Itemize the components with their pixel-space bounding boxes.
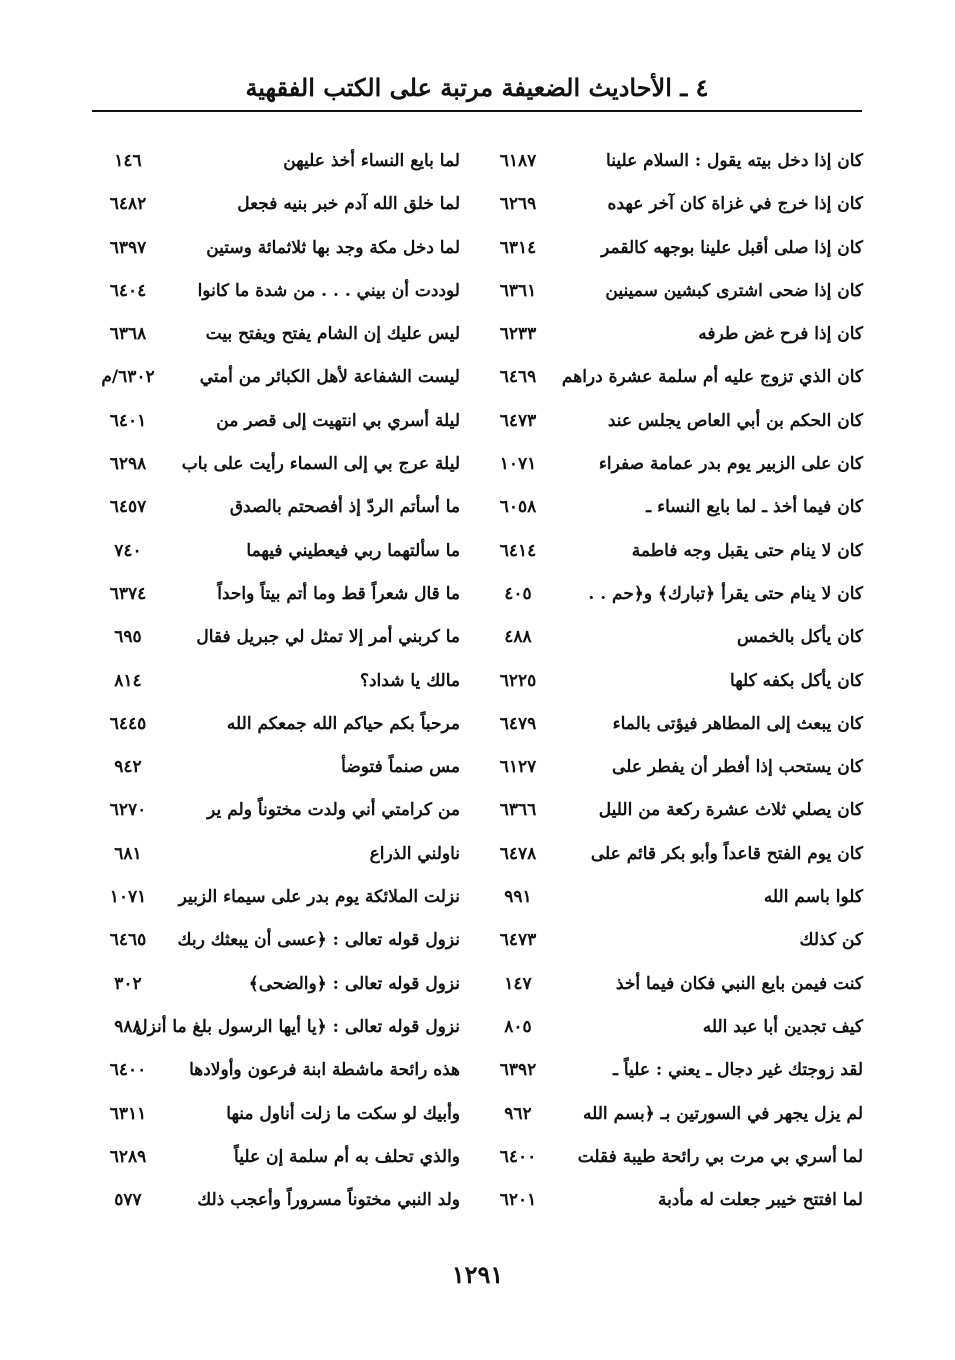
hadith-number: ٦٣٠٢/م [101,367,155,388]
index-entry [88,1006,460,1049]
hadith-text: كان يبعث إلى المطاهر فيؤتى بالماء [612,713,863,734]
hadith-number: ٤٨٨ [504,627,532,648]
hadith-text: كان إذا خرج في غزاة كان آخر عهده [607,194,863,215]
index-entry [88,833,460,876]
index-entry [478,443,863,486]
index-entry [88,616,460,659]
hadith-text: ما أسأتم الردّ إذ أفصحتم بالصدق [229,497,460,518]
hadith-number: ٩٤٢ [114,757,142,778]
hadith-text: كان إذا فرح غض طرفه [698,324,863,345]
hadith-text: كان إذا صلى أقبل علينا بوجهه كالقمر [601,237,863,258]
page-header [92,66,862,112]
hadith-text: كن كذلك [799,930,863,951]
index-entry [88,486,460,529]
hadith-number: ٦٤٧٨ [499,843,537,864]
hadith-text: ليست الشفاعة لأهل الكبائر من أمتي [199,367,460,388]
index-entry [478,1049,863,1092]
hadith-number: ٦٣٦١ [499,280,537,301]
hadith-text: ليلة أسري بي انتهيت إلى قصر من [216,410,460,431]
hadith-number: ٩٨٨ [114,1016,142,1037]
hadith-text: كنت فيمن بايع النبي فكان فيما أخذ [615,973,863,994]
index-entry [478,1136,863,1179]
index-entry [88,400,460,443]
hadith-text: هذه رائحة ماشطة ابنة فرعون وأولادها [189,1060,460,1081]
hadith-text: ما كربني أمر إلا تمثل لي جبريل فقال [196,627,460,648]
hadith-text: نزول قوله تعالى : ﴿عسى أن يبعثك ربك [177,930,460,951]
hadith-number: ٦٢٠١ [499,1190,537,1211]
hadith-text: مس صنماً فتوضأ [341,757,460,778]
index-entry [478,400,863,443]
index-entry [478,356,863,399]
hadith-number: ٦٢٩٨ [109,454,147,475]
hadith-number: ٧٤٠ [114,540,142,561]
index-entry [478,876,863,919]
index-entry [478,573,863,616]
hadith-text: لقد زوجتك غير دجال ـ يعني : علياً ـ [613,1060,863,1081]
hadith-number: ٦٢٧٠ [109,800,147,821]
hadith-text: نزلت الملائكة يوم بدر على سيماء الزبير [178,887,460,908]
index-entry [88,919,460,962]
index-entry [88,270,460,313]
hadith-number: ٦٣٩٧ [109,237,147,258]
hadith-number: ١٠٧١ [109,887,147,908]
index-entry [88,963,460,1006]
hadith-number: ٦٤٧٩ [499,713,537,734]
index-entry [478,919,863,962]
index-entry [88,573,460,616]
index-entry [88,183,460,226]
index-entry [478,789,863,832]
hadith-number: ٦٤٧٣ [499,930,537,951]
hadith-number: ٦٤٤٥ [109,713,147,734]
hadith-text: كلوا باسم الله [763,887,863,908]
hadith-number: ٦٣١٤ [499,237,537,258]
index-entry [88,1049,460,1092]
index-entry [88,746,460,789]
hadith-text: من كرامتي أني ولدت مختوناً ولم ير [207,800,460,821]
hadith-text: كان لا ينام حتى يقرأ ﴿تبارك﴾ و﴿حم . . [588,583,863,604]
hadith-number: ٦٢٨٩ [109,1146,147,1167]
hadith-text: لم يزل يجهر في السورتين بـ ﴿بسم الله [583,1103,863,1124]
index-entry [88,660,460,703]
hadith-number: ٦٤٨٢ [109,194,147,215]
hadith-number: ٥٧٧ [114,1190,142,1211]
hadith-number: ٦٤٠٠ [499,1146,537,1167]
index-entry [478,703,863,746]
hadith-text: كان فيما أخذ ـ لما بايع النساء ـ [646,497,863,518]
hadith-number: ١٤٧ [504,973,532,994]
index-entry [478,833,863,876]
index-entry [88,530,460,573]
hadith-text: كان يستحب إذا أفطر أن يفطر على [612,757,863,778]
hadith-text: مالك يا شداد؟ [359,670,460,691]
index-entry [478,313,863,356]
hadith-number: ٦٨١ [114,843,142,864]
left-column [88,140,460,1222]
hadith-text: كان يصلي ثلاث عشرة ركعة من الليل [598,800,863,821]
hadith-text: لما دخل مكة وجد بها ثلاثمائة وستين [206,237,460,258]
hadith-number: ٨١٤ [114,670,142,691]
index-entry [88,1093,460,1136]
hadith-number: ١٠٧١ [499,454,537,475]
hadith-number: ٦٢٢٥ [499,670,537,691]
index-entry [88,313,460,356]
index-entry [478,183,863,226]
hadith-text: كان على الزبير يوم بدر عمامة صفراء [598,454,863,475]
hadith-number: ٦٢٣٣ [499,324,537,345]
hadith-text: نزول قوله تعالى : ﴿والضحى﴾ [248,973,460,994]
hadith-text: ناولني الذراع [369,843,460,864]
index-entry [88,1179,460,1222]
index-entry [88,356,460,399]
index-entry [88,876,460,919]
hadith-text: كان الذي تزوج عليه أم سلمة عشرة دراهم [561,367,863,388]
header-title: ٤ ـ الأحاديث الضعيفة مرتبة على الكتب الفقهية [245,73,709,102]
hadith-text: كان إذا دخل بيته يقول : السلام علينا [606,151,863,171]
hadith-number: ٦١٢٧ [499,757,537,778]
hadith-text: كان لا ينام حتى يقبل وجه فاطمة [631,540,863,561]
hadith-text: لما أسري بي مرت بي رائحة طيبة فقلت [577,1146,863,1167]
hadith-number: ٦٩٥ [114,627,142,648]
hadith-text: ما سألتهما ربي فيعطيني فيهما [246,540,460,561]
hadith-number: ٦٤٠١ [109,410,147,431]
hadith-text: لما افتتح خيبر جعلت له مأدبة [657,1190,863,1211]
hadith-number: ٦٢٦٩ [499,194,537,215]
hadith-text: كان يأكل بالخمس [736,627,863,648]
index-entry [88,227,460,270]
hadith-text: نزول قوله تعالى : ﴿يا أيها الرسول بلغ ما أنزل [135,1016,460,1037]
page-number: ١٢٩١ [451,1260,504,1289]
hadith-number: ٦٤٥٧ [109,497,147,518]
index-entry [88,789,460,832]
index-entry [478,530,863,573]
hadith-text: مرحباً بكم حياكم الله جمعكم الله [226,713,460,734]
hadith-number: ٩٦٢ [504,1103,532,1124]
hadith-number: ٦٣٩٢ [499,1060,537,1081]
index-entry [478,616,863,659]
hadith-text: ما قال شعراً قط وما أتم بيتاً واحداً [217,583,460,604]
hadith-number: ٦٣٦٦ [499,800,537,821]
hadith-number: ٦٤٠٠ [109,1060,147,1081]
hadith-text: كان إذا ضحى اشترى كبشين سمينين [605,280,863,301]
index-entry [478,270,863,313]
hadith-text: كان الحكم بن أبي العاص يجلس عند [607,410,863,431]
hadith-number: ١٤٦ [114,151,142,171]
hadith-number: ٩٩١ [504,887,532,908]
hadith-text: كيف تجدين أبا عبد الله [702,1016,863,1037]
hadith-number: ٦٣٧٤ [109,583,147,604]
hadith-text: ليلة عرج بي إلى السماء رأيت على باب [181,454,460,475]
hadith-text: لما بايع النساء أخذ عليهن [283,151,460,171]
index-entry [478,1006,863,1049]
index-entry [478,227,863,270]
index-entry [88,1136,460,1179]
index-entry [88,703,460,746]
hadith-number: ٦٤٧٣ [499,410,537,431]
hadith-text: لما خلق الله آدم خبر بنيه فجعل [237,194,460,215]
hadith-number: ٦٣٦٨ [109,324,147,345]
hadith-number: ٦٤١٤ [499,540,537,561]
hadith-text: ليس عليك إن الشام يفتح ويفتح بيت [205,324,460,345]
hadith-text: والذي تحلف به أم سلمة إن علياً [234,1146,460,1167]
hadith-text: كان يوم الفتح قاعداً وأبو بكر قائم على [590,843,863,864]
hadith-number: ٨٠٥ [504,1016,532,1037]
hadith-number: ٦٤٦٥ [109,930,147,951]
hadith-number: ٦٤٦٩ [499,367,537,388]
hadith-number: ٦٠٥٨ [499,497,537,518]
hadith-text: كان يأكل بكفه كلها [730,670,863,691]
hadith-number: ٤٠٥ [504,583,532,604]
index-entry [478,140,863,183]
hadith-number: ٦٣١١ [109,1103,147,1124]
index-entry [478,1179,863,1222]
index-entry [478,1093,863,1136]
index-entry [478,746,863,789]
hadith-text: ولد النبي مختوناً مسروراً وأعجب ذلك [197,1190,460,1211]
hadith-number: ٦١٨٧ [499,151,537,171]
hadith-text: لوددت أن بيني . . . من شدة ما كانوا [197,280,460,301]
right-column [478,140,863,1222]
index-entry [478,486,863,529]
hadith-number: ٣٠٢ [114,973,142,994]
index-entry [478,660,863,703]
index-entry [88,443,460,486]
index-entry [88,140,460,183]
index-entry [478,963,863,1006]
hadith-number: ٦٤٠٤ [109,280,147,301]
hadith-text: وأبيك لو سكت ما زلت أناول منها [226,1103,460,1124]
